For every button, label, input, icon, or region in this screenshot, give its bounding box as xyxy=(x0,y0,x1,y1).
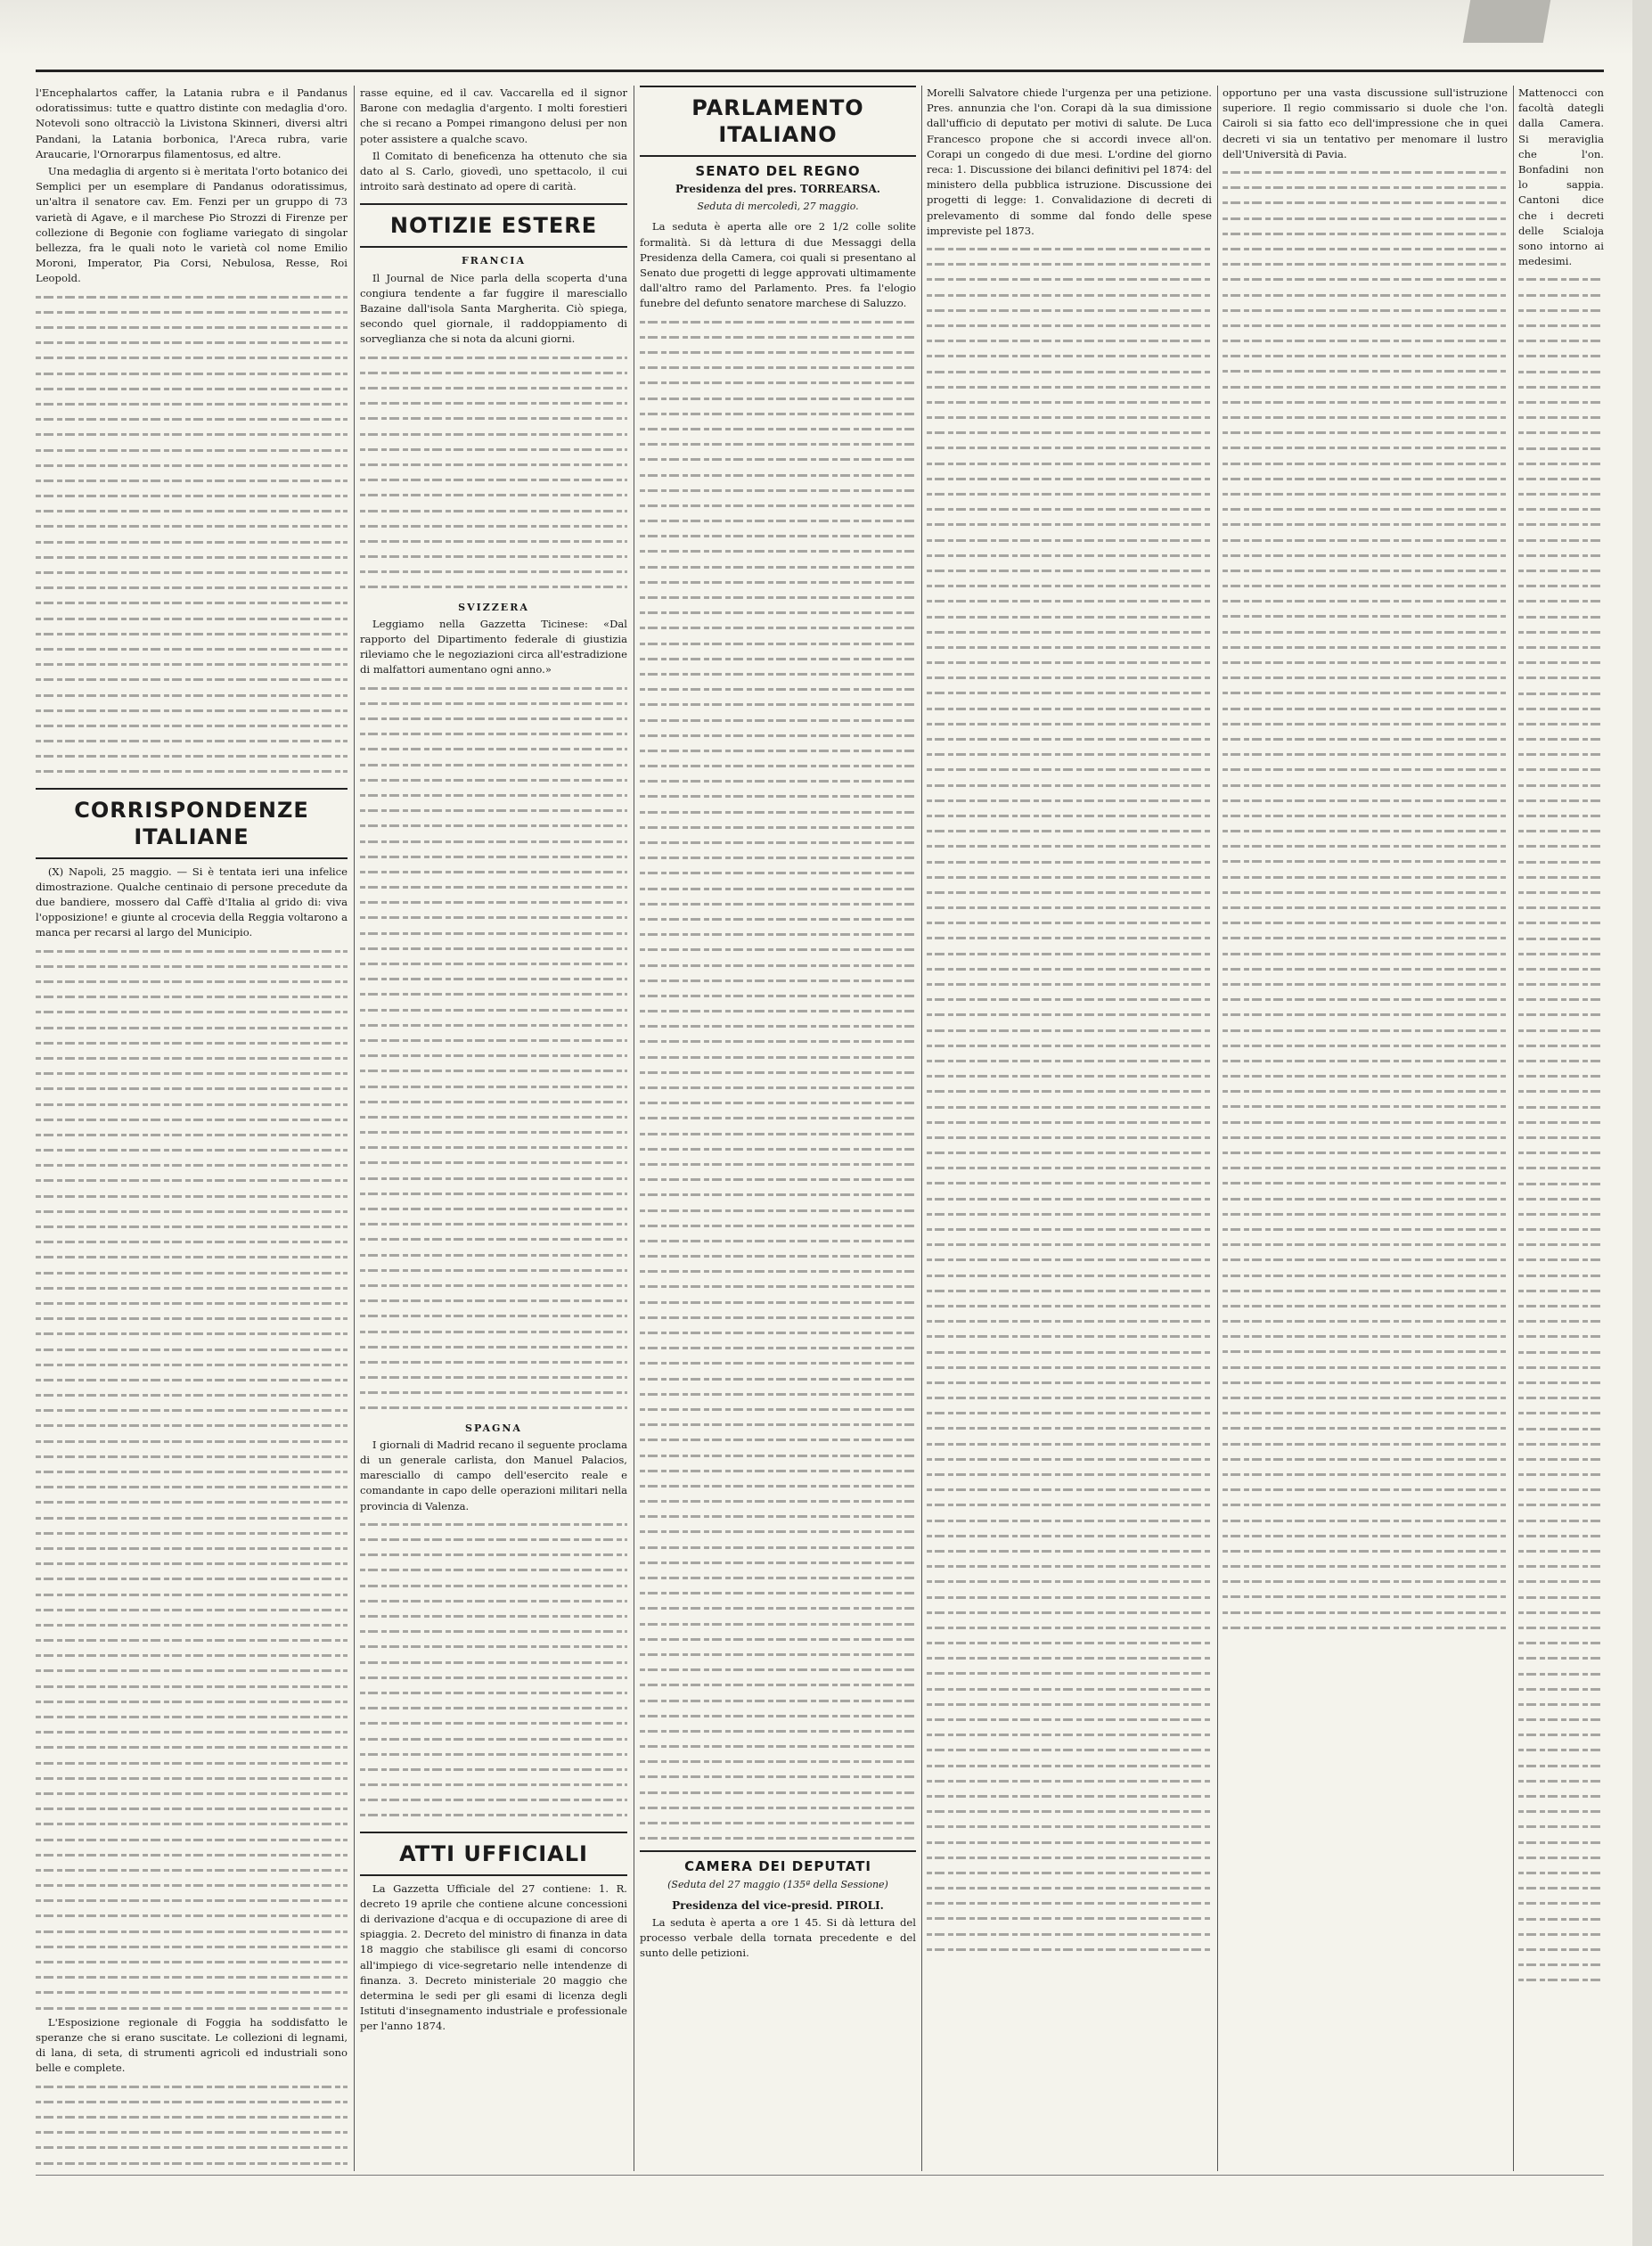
article-text: l'Encephalartos caffer, la Latania rubra e il Pandanus odoratissimus: tutte e quattro distinte con medaglia d'oro. Notevoli sono oltracciò la Livistona Skinneri, diversi altri Pandani, la Latania borbonica, l'Areca rubra, varie Araucarie, l'Ornorarpus filamentosus, ed altre. xyxy=(36,86,348,160)
article-text: Una medaglia di argento si è meritata l'orto botanico dei Semplici per un esemplare di Pandanus odoratissimus, un'altra il senatore cav. Em. Fenzi per un gruppo di 73 varietà di Agave, e il marchese Pio Strozzi di Firenze per collezione di Begonie con fogliame variegato di singolar bellezza, fra le quali noto le varietà col nome Emilio Moroni, Imperator, Pia Corsi, Nebulosa, Resse, Roi Leopold. xyxy=(36,165,348,285)
column-divider xyxy=(1513,86,1514,2171)
column-3 xyxy=(640,86,916,2171)
text-block xyxy=(927,241,1212,1956)
text-block xyxy=(360,1516,627,1823)
section-heading: PARLAMENTO ITALIANO xyxy=(640,86,916,157)
column-divider xyxy=(354,86,355,2171)
article-text: I giornali di Madrid recano il seguente proclama di un generale carlista, don Manuel Palacios, maresciallo di campo dell'esercito reale e comandante in capo delle operazioni militari nella provincia di Valenza. xyxy=(360,1438,627,1512)
presidency-line: Presidenza del pres. TORREARSA. xyxy=(675,183,880,195)
text-block xyxy=(360,349,627,594)
text-block xyxy=(36,943,348,2015)
article-text: Morelli Salvatore chiede l'urgenza per una petizione. Pres. annunzia che l'on. Corapi dà la sua dimissione dall'ufficio di deputato per motivi di salute. De Luca Francesco propone che si accordi invece all'on. Corapi un congedo di due mesi. L'ordine del giorno reca: 1. Discussione dei bilanci definitivi pel 1874: del ministero della pubblica istruzione. Discussione dei progetti di legge: 1. Convalidazione di decreti di prelevamento di somme dal fondo delle spese impreviste pel 1873. xyxy=(927,86,1212,237)
article-text: opportuno per una vasta discussione sull'istruzione superiore. Il regio commissario si duole che l'on. Cairoli si sia fatto eco dell'impressione che in quei decreti vi sia un tentativo per menomare il lustro dell'Università di Pavia. xyxy=(1223,86,1508,160)
article-text: La seduta è aperta alle ore 2 1/2 colle solite formalità. Si dà lettura di due Messaggi della Presidenza della Camera, coi quali si presentano al Senato due progetti di legge approvati ultimamente dall'altro ramo del Parlamento. Pres. fa l'elogio funebre del defunto senatore marchese di Saluzzo. xyxy=(640,220,916,310)
subsection-label: SVIZZERA xyxy=(458,601,529,613)
text-block xyxy=(1223,164,1508,1635)
section-heading: ATTI UFFICIALI xyxy=(360,1832,627,1876)
text-block xyxy=(36,2078,348,2171)
column-6 xyxy=(1518,86,1604,2171)
column-divider xyxy=(921,86,922,2171)
column-4 xyxy=(927,86,1212,2171)
article-text: L'Esposizione regionale di Foggia ha soddisfatto le speranze che si erano suscitate. Le collezioni di legnami, di lana, di seta, di strumenti agricoli ed industriali sono belle e complete. xyxy=(36,2015,348,2075)
column-1 xyxy=(36,86,348,2171)
scan-right-edge xyxy=(1632,0,1652,2246)
session-date: Seduta di mercoledì, 27 maggio. xyxy=(697,201,859,213)
subsection-heading: CAMERA DEI DEPUTATI xyxy=(640,1850,916,1875)
article-text: Il Journal de Nice parla della scoperta d'una congiura tendente a far fuggire il maresciallo Bazaine dall'isola Santa Margherita. Ciò spiega, secondo quel giornale, il raddoppiamento di sorveglianza che si nota da alcuni giorni. xyxy=(360,271,627,346)
top-rule xyxy=(36,70,1604,72)
article-text: Mattenocci con facoltà dategli dalla Camera. Si meraviglia che l'on. Bonfadini non lo sappia. Cantoni dice che i decreti delle Scialoja sono intorno ai medesimi. xyxy=(1518,86,1604,268)
article-text: La Gazzetta Ufficiale del 27 contiene: 1. R. decreto 19 aprile che contiene alcune concessioni di derivazione d'acqua e di occupazione di aree di spiaggia. 2. Decreto del ministro di finanza in data 18 maggio che stabilisce gli esami di concorso all'impiego di vice-segretario nelle intendenze di finanza. 3. Decreto ministeriale 20 maggio che determina le sedi per gli esami di licenza degli Istituti d'insegnamento industriale e professionale per l'anno 1874. xyxy=(360,1881,627,2033)
text-block xyxy=(640,314,916,1846)
text-block xyxy=(1518,271,1604,1987)
subsection-label: SPAGNA xyxy=(465,1422,522,1434)
section-heading: CORRISPONDENZE ITALIANE xyxy=(36,788,348,859)
article-text: Leggiamo nella Gazzetta Ticinese: «Dal rapporto del Dipartimento federale di giustizia rileviamo che le negoziazioni circa all'estradizione di malfattori aumentano ogni anno.» xyxy=(360,617,627,676)
article-text: La seduta è aperta a ore 1 45. Si dà lettura del processo verbale della tornata precedente e del sunto delle petizioni. xyxy=(640,1915,916,1960)
text-block xyxy=(36,289,348,779)
article-text: Il Comitato di beneficenza ha ottenuto che sia dato al S. Carlo, giovedì, uno spettacolo, il cui introito sarà destinato ad opere di carità. xyxy=(360,149,627,193)
session-date: (Seduta del 27 maggio (135ª della Sessione) xyxy=(667,1879,888,1891)
scan-top-edge xyxy=(0,0,1652,55)
subsection-label: FRANCIA xyxy=(462,255,526,267)
article-text: rasse equine, ed il cav. Vaccarella ed il signor Barone con medaglia d'argento. I molti forestieri che si recano a Pompei rimangono delusi per non poter assistere a qualche scavo. xyxy=(360,86,627,145)
bottom-rule xyxy=(36,2175,1604,2176)
column-2 xyxy=(360,86,627,2171)
subsection-heading: SENATO DEL REGNO xyxy=(695,163,861,179)
column-5 xyxy=(1223,86,1508,2171)
scan-corner-tab xyxy=(1463,0,1550,43)
section-heading: NOTIZIE ESTERE xyxy=(360,203,627,248)
article-text: (X) Napoli, 25 maggio. — Si è tentata ieri una infelice dimostrazione. Qualche centinaio di persone precedute da due bandiere, mossero dal Caffè d'Italia al grido di: viva l'opposizione! e giunte al crocevia della Reggia voltarono a manca per recarsi al largo del Municipio. xyxy=(36,865,348,939)
presidency-line: Presidenza del vice-presid. PIROLI. xyxy=(672,1898,884,1912)
column-divider xyxy=(1217,86,1218,2171)
text-block xyxy=(360,680,627,1415)
